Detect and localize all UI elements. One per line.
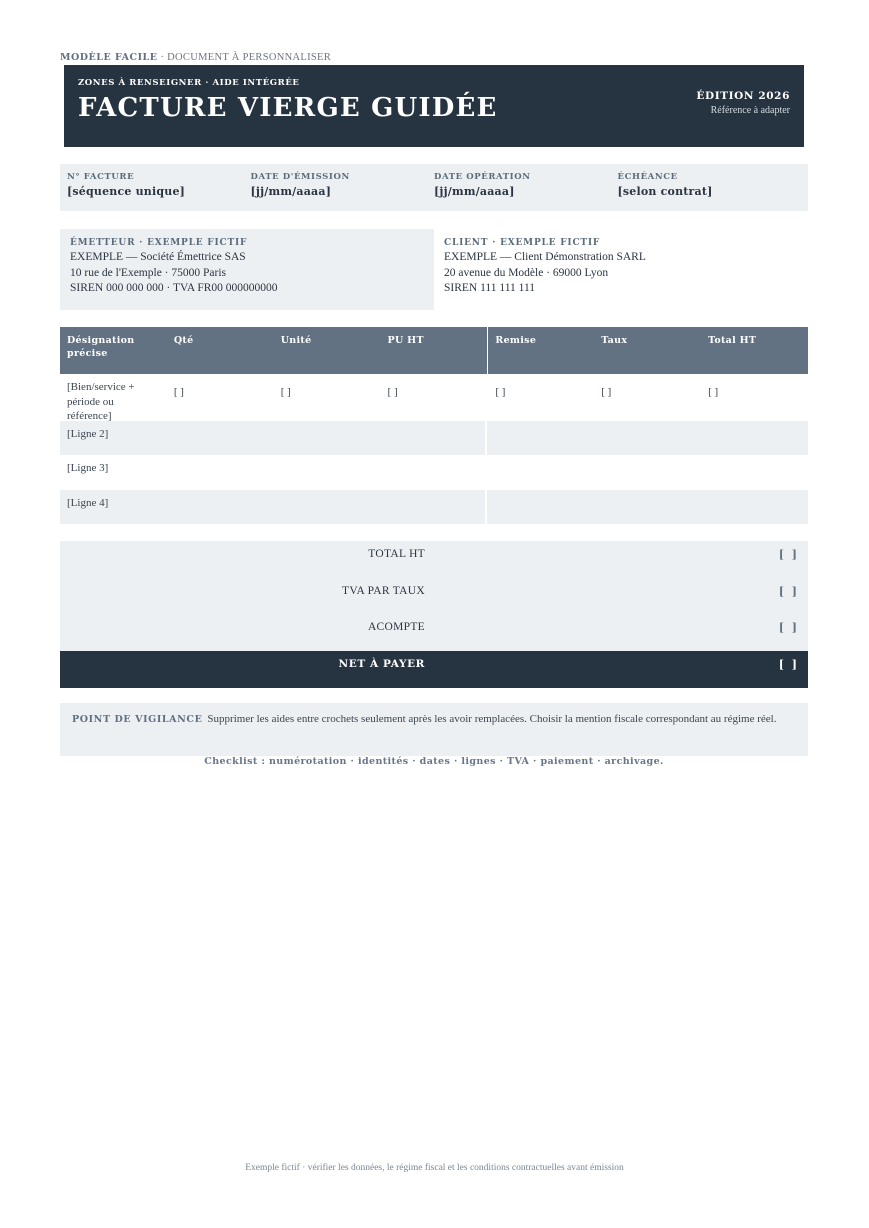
- table-cell: [ ]: [387, 386, 398, 398]
- column-header: PU HT: [387, 335, 424, 346]
- table-cell: [ ]: [601, 386, 612, 398]
- footer-note: Exemple fictif · vérifier les données, le régime fiscal et les conditions contractuelles avant émission: [245, 1163, 624, 1173]
- deposit-row: [60, 614, 808, 651]
- meta-due-date: [618, 172, 802, 211]
- meta-label: DATE OPÉRATION: [434, 172, 531, 182]
- column-header: Désignation précise: [67, 335, 135, 359]
- client-line: EXEMPLE — Client Démonstration SARL: [444, 251, 646, 263]
- table-cell: [Bien/service + période ou référence]: [67, 381, 135, 422]
- table-row: [60, 455, 808, 490]
- edition-label: ÉDITION 2026: [696, 90, 790, 102]
- brand-name: MODÈLE FACILE: [60, 52, 158, 63]
- table-cell: [Ligne 2]: [60, 421, 487, 455]
- net-value: [ ]: [778, 657, 799, 671]
- items-table: [60, 327, 808, 524]
- top-separator: ·: [157, 52, 168, 63]
- column-header: Remise: [487, 327, 594, 374]
- client-label: CLIENT · EXEMPLE FICTIF: [444, 238, 601, 248]
- client-block: [434, 229, 808, 310]
- meta-issue-date: [251, 172, 435, 211]
- table-cell: [Ligne 3]: [67, 462, 109, 474]
- table-row: [60, 421, 808, 455]
- column-header: Taux: [601, 335, 628, 346]
- page-title: FACTURE VIERGE GUIDÉE: [78, 93, 498, 123]
- table-cell: [ ]: [708, 386, 719, 398]
- issuer-label: ÉMETTEUR · EXEMPLE FICTIF: [70, 238, 248, 248]
- invoice-meta: [60, 164, 808, 211]
- banner-kicker: ZONES À RENSEIGNER · AIDE INTÉGRÉE: [78, 78, 300, 88]
- notice-text: Supprimer les aides entre crochets seulement après les avoir remplacées. Choisir la mention fiscale correspondant au régime réel.: [207, 713, 777, 725]
- meta-value: [séquence unique]: [67, 185, 186, 198]
- table-cell: [ ]: [487, 374, 594, 421]
- reference-label: Référence à adapter: [710, 105, 790, 116]
- meta-value: [jj/mm/aaaa]: [250, 185, 332, 198]
- client-line: SIREN 111 111 111: [444, 282, 536, 294]
- vigilance-notice: [60, 703, 808, 756]
- checklist: Checklist : numérotation · identités · dates · lignes · TVA · paiement · archivage.: [204, 756, 664, 767]
- meta-value: [jj/mm/aaaa]: [434, 185, 515, 198]
- table-cell: [ ]: [280, 386, 291, 398]
- total-label: TOTAL HT: [368, 548, 425, 560]
- net-label: NET À PAYER: [338, 657, 425, 670]
- totals-block: [60, 541, 808, 688]
- meta-label: ÉCHÉANCE: [617, 172, 678, 182]
- total-value: [ ]: [778, 548, 799, 561]
- table-cell: [Ligne 4]: [60, 490, 487, 524]
- total-ht-row: [60, 541, 808, 578]
- net-to-pay-row: [60, 651, 808, 688]
- meta-operation-date: [434, 172, 618, 211]
- column-header: Total HT: [708, 335, 757, 346]
- issuer-line: SIREN 000 000 000 · TVA FR00 000000000: [70, 282, 278, 294]
- column-header: Qté: [173, 335, 194, 346]
- client-line: 20 avenue du Modèle · 69000 Lyon: [444, 266, 609, 279]
- total-value: [ ]: [778, 584, 799, 598]
- top-subtitle: DOCUMENT À PERSONNALISER: [167, 52, 332, 63]
- column-header: Unité: [280, 335, 312, 346]
- notice-label: POINT DE VIGILANCE: [72, 714, 203, 725]
- table-cell: [ ]: [173, 386, 184, 398]
- meta-label: N° FACTURE: [67, 172, 135, 182]
- meta-value: [selon contrat]: [617, 185, 713, 198]
- meta-invoice-number: [67, 172, 251, 211]
- total-label: ACOMPTE: [367, 621, 425, 633]
- issuer-line: EXEMPLE — Société Émettrice SAS: [70, 251, 246, 263]
- table-row: [60, 490, 808, 524]
- total-value: [ ]: [778, 621, 799, 634]
- vat-row: [60, 578, 808, 615]
- issuer-line: 10 rue de l'Exemple · 75000 Paris: [70, 266, 227, 279]
- meta-label: DATE D'ÉMISSION: [250, 172, 350, 182]
- table-row: [60, 374, 808, 421]
- issuer-block: [60, 229, 434, 310]
- total-label: TVA PAR TAUX: [342, 584, 425, 597]
- title-banner: [64, 65, 804, 147]
- top-line: [60, 52, 331, 63]
- table-header: [60, 327, 808, 374]
